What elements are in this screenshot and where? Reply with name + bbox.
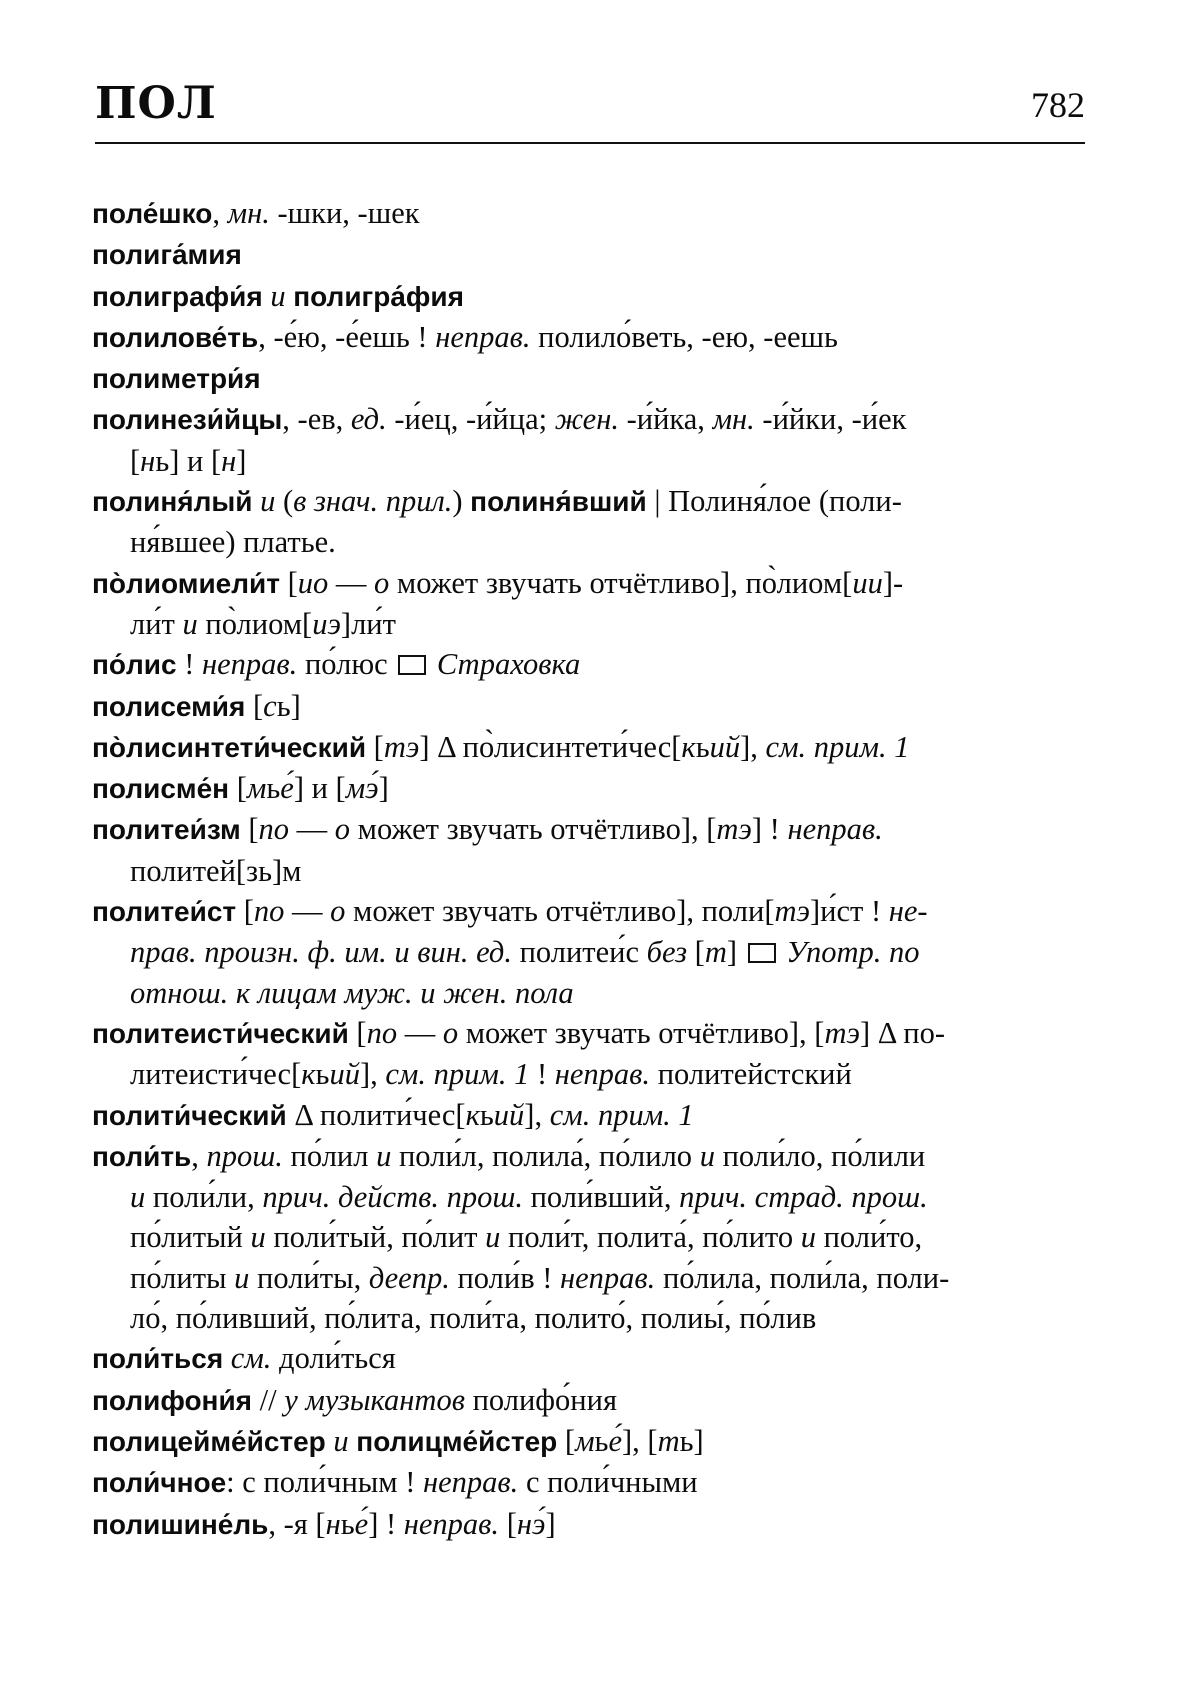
entry-headword: поли́чное (92, 1467, 227, 1499)
entry-text: может звучать отчётливо], [ (350, 812, 717, 847)
entry-headword: полинези́йцы (92, 404, 283, 436)
entry-text: ло́, по́ливший, по́лита, поли́та, полито́, полиы́, по́лив (130, 1301, 817, 1336)
entry-text: ] (378, 771, 389, 806)
entry-text: ь] (276, 688, 301, 723)
entry-headword: полисме́н (92, 773, 230, 805)
entry-text: может звучать отчётливо], поли[ (345, 894, 775, 929)
entry-text: [ (130, 443, 141, 478)
entry-label: неправ. (787, 812, 883, 847)
entry-headword: полиметри́я (92, 363, 261, 395)
entry-headword: поли́ть (92, 1140, 192, 1172)
entry-label: с (263, 688, 277, 723)
entry-label: не- (888, 894, 928, 929)
entry-text: , -е́ю, -е́ешь ! (258, 319, 436, 354)
entry-text (252, 484, 260, 518)
entry-text: [ (499, 1506, 517, 1541)
entry-text: ] (726, 935, 745, 970)
entry-label: неправ. (403, 1506, 500, 1541)
entry-text: полило́веть, -ею, -еешь (530, 319, 838, 354)
dictionary-entry (92, 358, 1086, 399)
entry-text: с поли́чными (518, 1465, 698, 1500)
entry-text: ь (266, 771, 281, 806)
entry-label: и (234, 1260, 250, 1295)
dictionary-entry (92, 1462, 1086, 1503)
entry-text: ь] и [ (155, 443, 222, 478)
entry-label: деепр. (368, 1260, 450, 1295)
entry-text: литеисти́чес[ (130, 1057, 302, 1092)
entry-text: ] ! (368, 1506, 404, 1541)
entry-label: ио (297, 565, 329, 600)
entry-text: ь]м (258, 853, 302, 888)
dictionary-entry (92, 481, 1086, 563)
entry-label: и (260, 484, 276, 519)
entry-text: — (289, 812, 335, 847)
entry-headword: полиня́лый (92, 486, 253, 518)
entry-label: жен. (554, 402, 619, 437)
entry-headword: поли́ться (92, 1343, 224, 1375)
entry-label: т (657, 1423, 680, 1458)
entry-text: ( (275, 484, 294, 519)
entry-label: неправ. (554, 1057, 651, 1092)
entry-label: Страховка (436, 647, 581, 682)
entry-text: , -ев, (282, 402, 351, 437)
entry-text: [ (245, 688, 264, 723)
dictionary-entry (92, 1013, 1086, 1095)
usage-box-icon (748, 943, 776, 963)
entry-text: Δ полити́чес[ (286, 1097, 466, 1132)
entry-headword: полилове́ть (92, 321, 259, 353)
entry-label: н (325, 1506, 341, 1541)
entry-label: к (301, 1057, 316, 1092)
entry-text: поли́в ! (449, 1260, 561, 1295)
entry-text: ь (340, 1506, 355, 1541)
entry-label: о (374, 565, 390, 600)
entry-text: ) (452, 484, 471, 519)
entry-label: см. прим. 1 (385, 1057, 530, 1092)
entry-text: по́лил (282, 1138, 377, 1173)
entry-text: по́лила, поли́ла, поли- (655, 1260, 950, 1295)
entry-text: поли́ли, (145, 1180, 263, 1215)
entry-label: см. (230, 1341, 272, 1376)
entry-headword: по̀лиомиели́т (92, 567, 280, 599)
entry-text: доли́ться (271, 1341, 396, 1376)
entry-text: ] и [ (293, 771, 346, 806)
entry-label: к (681, 729, 696, 764)
entry-text: ], (359, 1057, 386, 1092)
entry-headword: по́лис (92, 649, 177, 681)
entry-text: -и́ец, -и́йца; (386, 402, 555, 437)
dictionary-entry (92, 276, 1086, 317)
entry-label: тэ (824, 1015, 860, 1050)
dictionary-entry (92, 1095, 1086, 1136)
dictionary-entry (92, 1136, 1086, 1338)
entry-headword: полисеми́я (92, 690, 246, 722)
entry-text: : с поли́чным ! (226, 1465, 424, 1500)
entry-text: -шки, -шек (269, 196, 420, 230)
entry-text: — (284, 894, 331, 929)
dictionary-entry (92, 563, 1086, 645)
running-headword: ПОЛ (95, 78, 217, 129)
entry-text: поли́вший, (522, 1180, 680, 1215)
entry-label: и (485, 1220, 501, 1255)
entry-headword: полигра́фия (293, 280, 464, 312)
entry-text: поли́тый, по́лит (265, 1220, 486, 1255)
entry-text: ! (529, 1057, 555, 1092)
entry-text (223, 1341, 231, 1375)
entry-text: ], (524, 1097, 550, 1132)
entry-label: неправ. (435, 319, 531, 354)
entry-text: ] (545, 1506, 556, 1541)
dictionary-entry (92, 1380, 1086, 1421)
entry-label: прич. действ. прош. (262, 1180, 523, 1215)
entry-label: м (575, 1423, 595, 1458)
entry-text: [ (687, 935, 705, 970)
entry-text: ]- (882, 565, 904, 600)
entry-text: поли́ты, (249, 1260, 369, 1295)
entry-text: ], (740, 729, 766, 764)
dictionary-entry (92, 317, 1086, 358)
entry-text: поли́л, полила́, по́лило (391, 1138, 700, 1173)
entry-label: и (130, 1180, 146, 1215)
entry-label: е́ (354, 1506, 369, 1541)
entry-text: ня́вшее) платье. (130, 525, 336, 560)
entry-text: — (397, 1015, 443, 1050)
entry-headword: поле́шко (92, 198, 213, 229)
entry-text: — (328, 565, 375, 600)
page-number: 782 (1031, 85, 1085, 125)
dictionary-entry (92, 1504, 1086, 1545)
dictionary-entry (92, 686, 1086, 727)
entry-text: [ (236, 894, 254, 929)
entry-label: по (366, 1015, 398, 1050)
entry-label: ед. (350, 402, 387, 437)
entry-label: мн. (712, 402, 755, 437)
entry-label: ии (852, 565, 883, 600)
entry-label: к (465, 1097, 480, 1132)
entry-label: прич. страд. прош. (679, 1180, 928, 1215)
entry-label: о (334, 812, 351, 847)
entry-label: ий (493, 1097, 525, 1132)
dictionary-entries (92, 193, 1086, 1545)
entry-headword: полицейме́йстер (92, 1425, 326, 1457)
entry-text: , -я [ (268, 1506, 326, 1541)
entry-text: может звучать отчётливо], [ (458, 1015, 825, 1050)
entry-headword: политеи́ст (92, 896, 237, 928)
entry-text: -и́йка, (618, 402, 713, 437)
entry-label: без (646, 935, 688, 970)
entry-label: неправ. (423, 1465, 519, 1500)
entry-text: // (252, 1382, 285, 1417)
entry-text: может звучать отчётливо], по̀лиом[ (389, 565, 853, 600)
entry-label: ий (709, 729, 741, 764)
entry-label: и (182, 606, 198, 641)
entry-text: ]ли́т (340, 606, 396, 641)
entry-text: полифо́ния (464, 1382, 617, 1417)
entry-label: н (140, 443, 156, 478)
entry-label: см. прим. 1 (549, 1097, 694, 1132)
entry-headword: полиграфи́я (92, 280, 263, 312)
entry-text: ] (236, 443, 247, 478)
entry-headword: политеисти́ческий (92, 1017, 349, 1049)
entry-text: -и́йки, -и́ек (754, 402, 907, 437)
entry-text: по̀лиом[ (197, 606, 313, 641)
entry-text: ь (479, 1097, 494, 1132)
entry-text: поли́то, (815, 1220, 923, 1255)
entry-label: тэ (716, 812, 752, 847)
entry-label: прав. произн. ф. им. и вин. ед. (130, 935, 512, 970)
entry-label: прош. (206, 1138, 283, 1173)
entry-text: ] Δ по̀лисинтети́чес[ (419, 729, 682, 764)
entry-headword: полицме́йстер (356, 1425, 558, 1457)
entry-text: политей[з (130, 853, 259, 888)
entry-text: ли́т (130, 606, 183, 641)
entry-text: ]и́ст ! (809, 894, 889, 929)
dictionary-entry (92, 768, 1086, 809)
entry-text: ь (315, 1057, 330, 1092)
entry-text: ! (176, 647, 203, 682)
entry-text: [ (279, 565, 298, 600)
entry-label: отнош. к лицам муж. и жен. пола (130, 975, 574, 1010)
entry-text: по́литый (130, 1220, 251, 1255)
entry-headword: политеи́зм (92, 814, 241, 846)
dictionary-entry (92, 727, 1086, 768)
entry-text: политейстский (650, 1057, 852, 1092)
dictionary-entry (92, 399, 1086, 481)
entry-text: ь (695, 729, 710, 764)
page-header (95, 78, 1085, 144)
entry-text: | Полиня́лое (поли- (646, 484, 902, 519)
entry-label: тэ (774, 894, 810, 929)
usage-box-icon (398, 655, 426, 675)
entry-label: о (442, 1015, 459, 1050)
entry-label: и (800, 1220, 816, 1255)
dictionary-entry (92, 809, 1086, 891)
entry-headword: по̀лисинтети́ческий (92, 731, 367, 763)
entry-text: ], [ (622, 1423, 658, 1458)
entry-text: политеи́с (511, 935, 647, 970)
entry-headword: полиня́вший (470, 486, 647, 518)
entry-headword: полифони́я (92, 1384, 253, 1416)
entry-label: н (221, 443, 237, 478)
entry-text: [ (229, 771, 247, 806)
entry-label: по (258, 812, 290, 847)
entry-label: см. прим. 1 (765, 729, 910, 764)
entry-text: , (212, 196, 228, 230)
entry-text: ] ! (751, 812, 788, 847)
entry-headword: полишине́ль (92, 1508, 269, 1540)
entry-label: у музыкантов (284, 1382, 465, 1417)
entry-label: иэ (312, 606, 341, 641)
entry-text: поли́ло, по́лили (714, 1138, 926, 1173)
entry-label: и (699, 1138, 715, 1173)
entry-text: [ (240, 812, 259, 847)
entry-label: неправ. (560, 1260, 656, 1295)
dictionary-entry (92, 891, 1086, 1013)
entry-label: Употр. по (786, 935, 920, 970)
entry-label: по (253, 894, 285, 929)
entry-headword: полити́ческий (92, 1099, 287, 1131)
entry-label: е́ (280, 771, 294, 806)
entry-text: поли́т, полита́, по́лито (500, 1220, 801, 1255)
entry-label: мэ́ (345, 771, 379, 806)
entry-label: и (376, 1138, 392, 1173)
entry-text (429, 647, 437, 681)
dictionary-entry (92, 234, 1086, 275)
entry-label: и (333, 1423, 349, 1458)
entry-label: мн. (227, 196, 270, 230)
entry-text: [ (366, 729, 384, 764)
dictionary-entry (92, 1421, 1086, 1462)
entry-text: ] Δ по- (859, 1015, 946, 1050)
entry-text: [ (557, 1423, 576, 1458)
entry-label: в знач. прил. (293, 484, 453, 519)
entry-headword: полига́мия (92, 239, 242, 271)
entry-text: ь (594, 1423, 609, 1458)
entry-text: по́литы (130, 1260, 235, 1295)
entry-label: т (704, 935, 727, 970)
entry-text: [ (348, 1015, 367, 1050)
entry-label: неправ. (202, 647, 298, 682)
entry-text: ь] (679, 1423, 704, 1458)
dictionary-entry (92, 193, 1086, 234)
entry-label: ий (329, 1057, 360, 1092)
entry-label: тэ (383, 729, 420, 764)
entry-label: е́ (608, 1423, 623, 1458)
entry-text: , (191, 1138, 207, 1173)
entry-text: по́люс (297, 647, 396, 682)
dictionary-entry (92, 644, 1086, 685)
dictionary-entry (92, 1338, 1086, 1379)
entry-label: и (270, 278, 286, 313)
entry-label: м (246, 771, 267, 806)
entry-label: и (250, 1220, 266, 1255)
entry-label: нэ́ (516, 1506, 546, 1541)
entry-label: о (330, 894, 346, 929)
